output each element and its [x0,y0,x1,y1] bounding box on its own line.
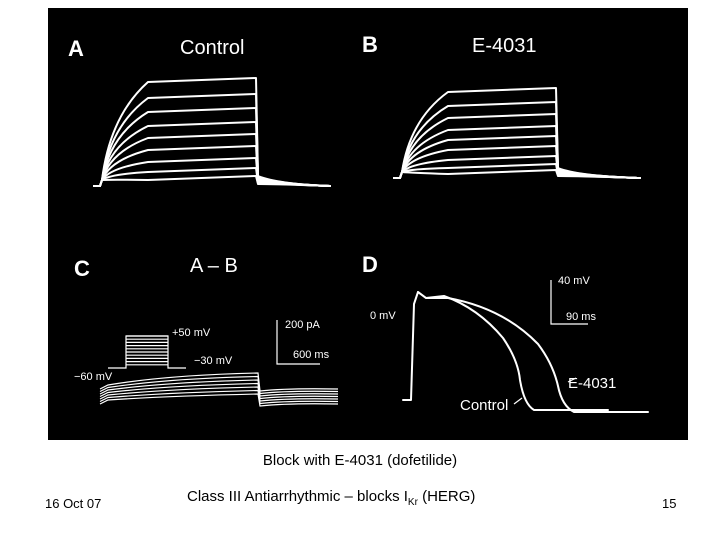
slide-page-number: 15 [662,496,677,511]
panel-c-difference-traces [100,373,338,406]
panel-c-holding-label: −60 mV [74,371,113,383]
electrophysiology-figure [48,8,688,440]
panel-d-scale-time: 90 ms [566,311,596,323]
panel-a-current-traces [94,78,330,186]
panel-d-scale-voltage: 40 mV [558,275,590,287]
current-trace [394,156,640,178]
current-trace [394,102,640,178]
panel-a-title: Control [180,37,245,59]
slide-title [187,488,475,508]
current-trace [94,94,330,186]
panel-c-voltage-protocol [108,336,186,368]
panel-d-action-potentials [403,292,648,412]
slide-title-end: (HERG) [417,488,476,505]
panel-b-letter: B [362,32,378,57]
panel-c-scale-current: 200 pA [285,319,320,331]
panel-d-drug-label: E-4031 [568,375,617,392]
current-trace [394,126,640,178]
slide-title-subscript: Kr [407,497,418,508]
figure-caption: Block with E-4031 (dofetilide) [262,452,458,469]
figure-panel [48,8,688,440]
current-trace [394,170,640,178]
panel-a-letter: A [68,36,84,61]
panel-c-title: A – B [190,255,238,277]
panel-d-zero-label: 0 mV [370,310,396,322]
panel-c-scale-time: 600 ms [293,349,330,361]
current-trace [94,122,330,186]
slide-title-main: Class III Antiarrhythmic – blocks I [187,488,408,505]
panel-c-protocol-low: −30 mV [194,355,233,367]
panel-d-letter: D [362,252,378,277]
panel-b-title: E-4031 [472,35,537,57]
panel-c-letter: C [74,256,90,281]
current-trace [94,176,330,186]
current-trace [94,158,330,186]
panel-d-control-label: Control [460,397,509,414]
panel-c-protocol-high: +50 mV [172,327,211,339]
slide-date: 16 Oct 07 [45,496,102,511]
panel-b-current-traces [394,88,640,178]
